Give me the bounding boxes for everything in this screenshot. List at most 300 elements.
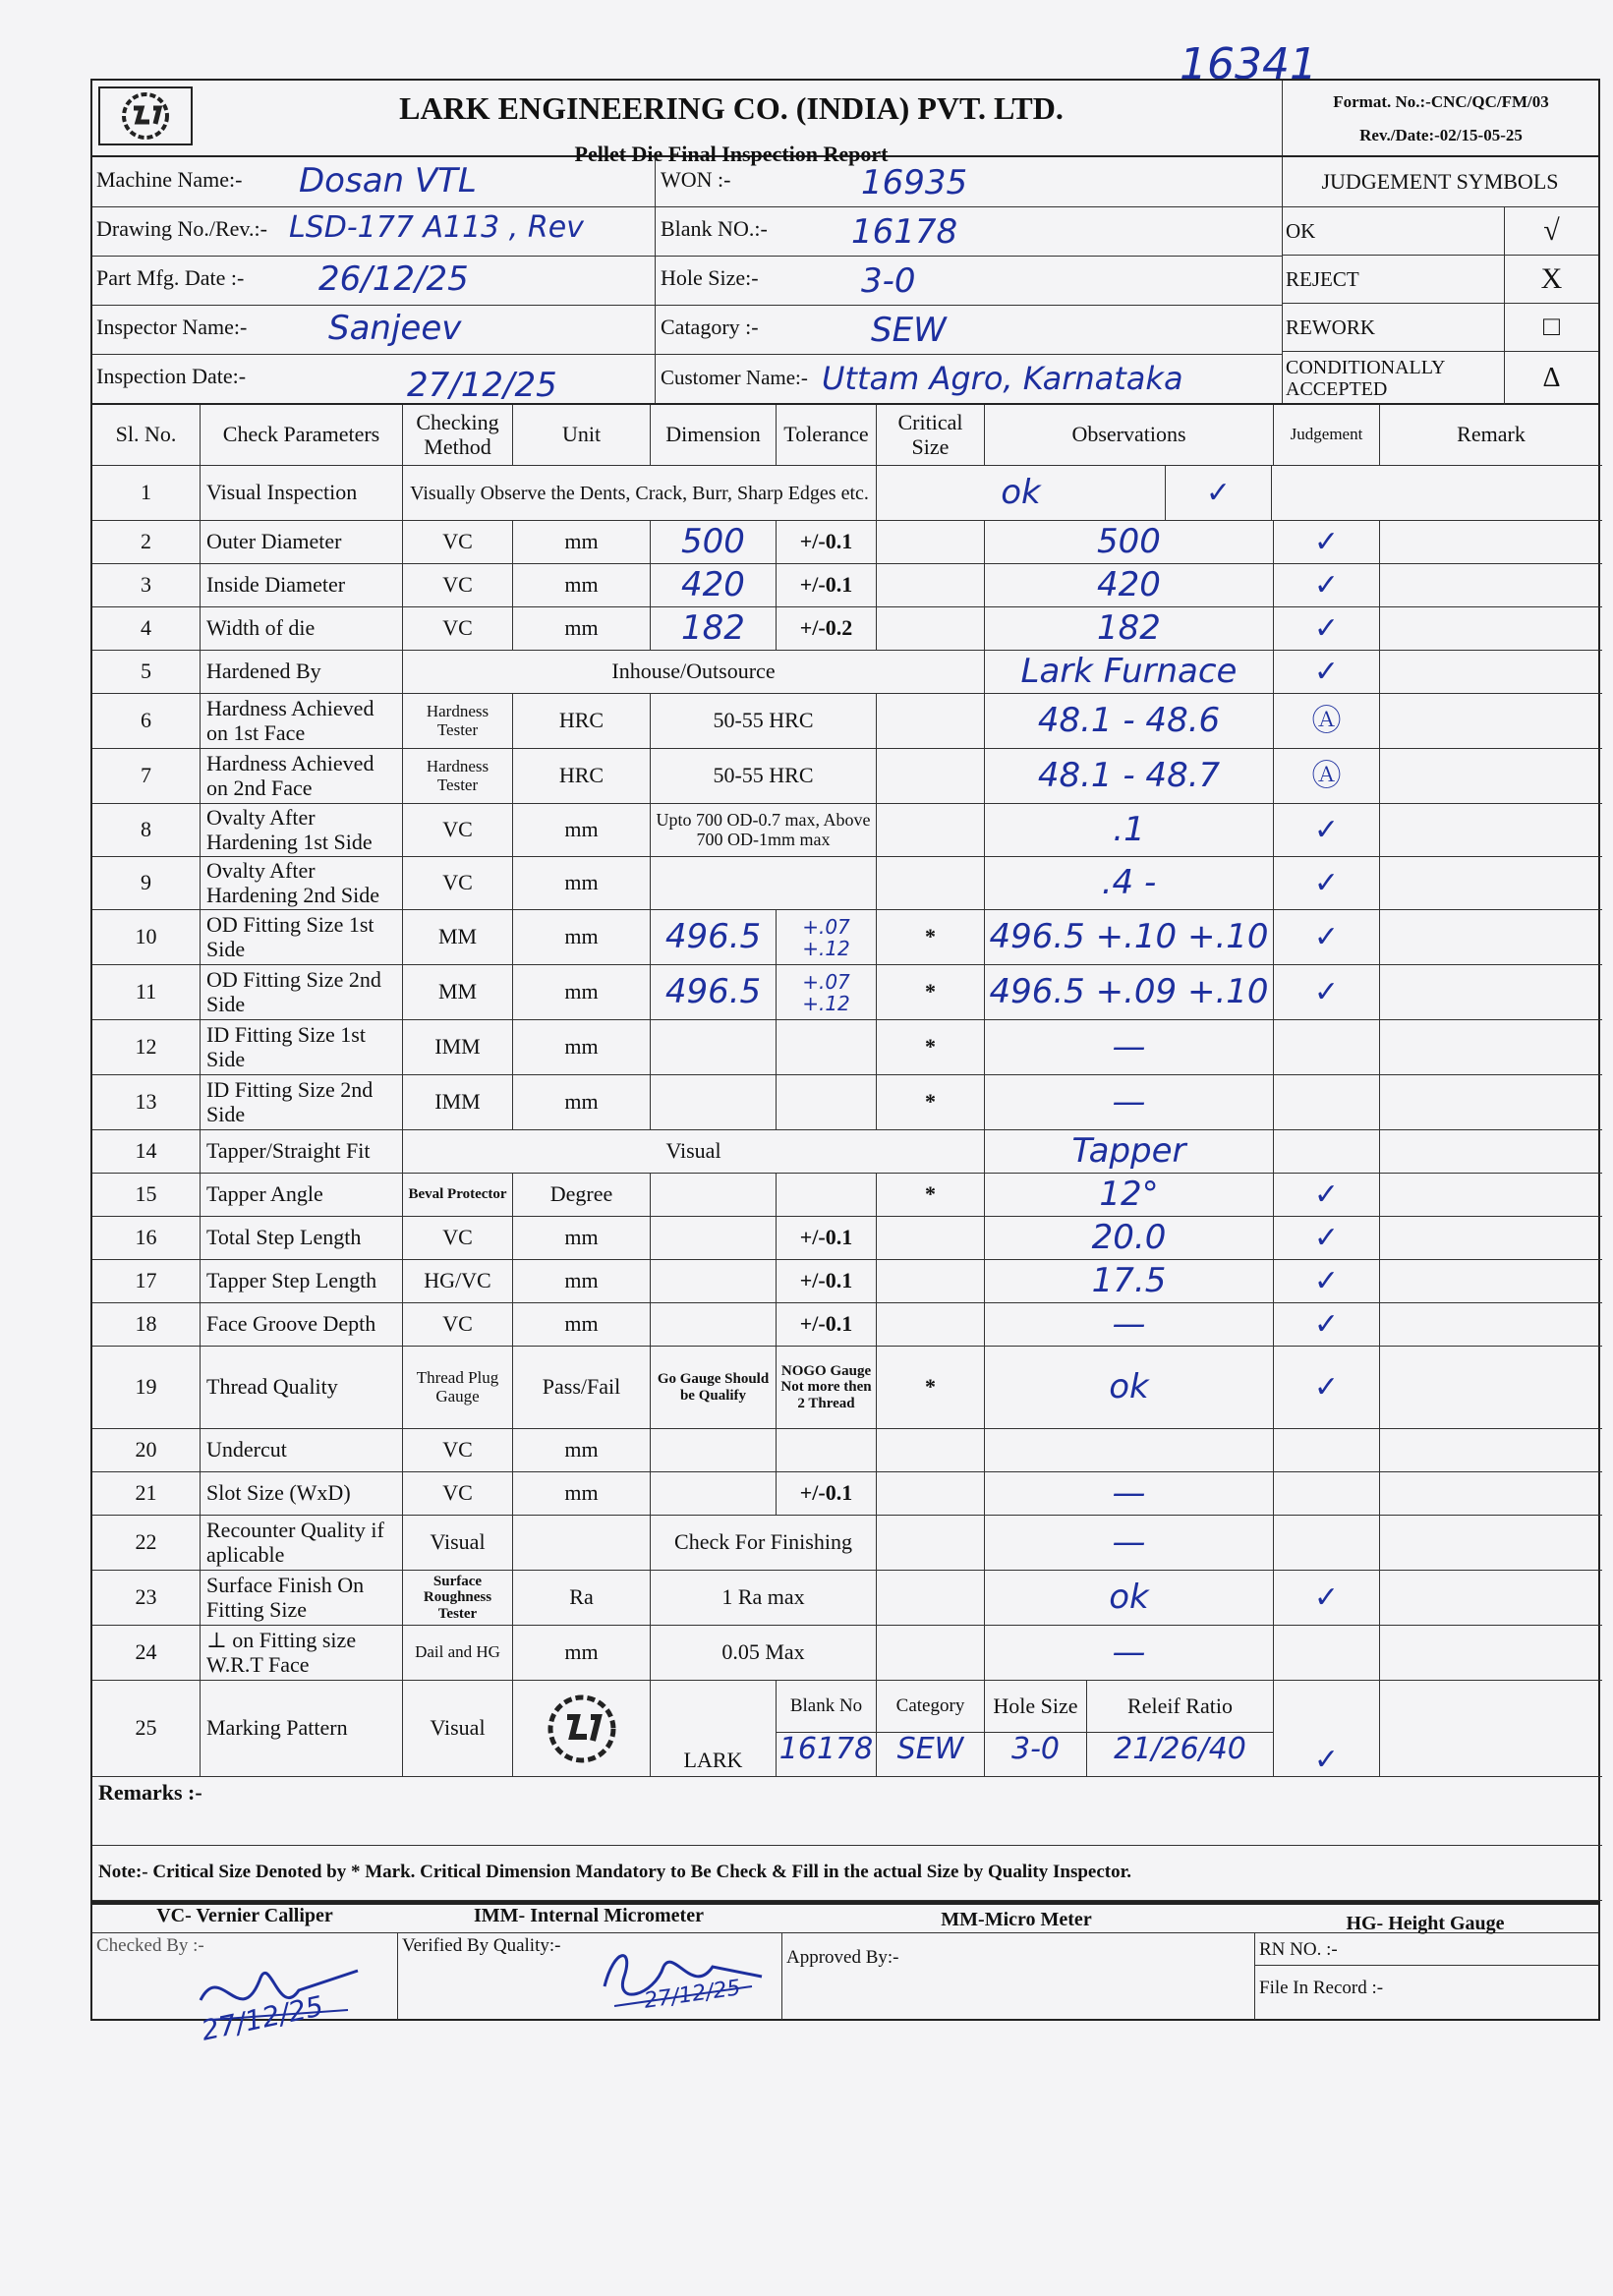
cell-tol: +/-0.1 bbox=[777, 564, 877, 606]
cell-remark bbox=[1380, 1174, 1602, 1216]
cell-dim: 1 Ra max bbox=[651, 1571, 877, 1625]
cell-dim bbox=[651, 1217, 777, 1259]
cell-remark bbox=[1380, 965, 1602, 1019]
cell-sl: 19 bbox=[92, 1347, 201, 1428]
cell-judg: ✓ bbox=[1274, 1217, 1380, 1259]
category-value: SEW bbox=[871, 311, 947, 350]
info-middle bbox=[655, 157, 1283, 403]
cell-judg: ✓ bbox=[1274, 1347, 1380, 1428]
drawing-row bbox=[92, 206, 655, 257]
marking-releif-label: Releif Ratio bbox=[1127, 1693, 1233, 1718]
cell-obs: — bbox=[985, 1516, 1274, 1570]
judgement-symbols-title: JUDGEMENT SYMBOLS bbox=[1282, 157, 1598, 207]
won-value: 16935 bbox=[861, 163, 968, 202]
cell-obs: — bbox=[985, 1020, 1274, 1074]
cell-unit: mm bbox=[513, 857, 651, 909]
hole-label: Hole Size:- bbox=[661, 265, 759, 290]
cell-crit bbox=[877, 694, 985, 748]
cell-judg: ✓ bbox=[1274, 857, 1380, 909]
cell-param: Ovalty After Hardening 2nd Side bbox=[201, 857, 403, 909]
cell-obs: .1 bbox=[985, 804, 1274, 856]
report-title: Pellet Die Final Inspection Report bbox=[574, 142, 889, 166]
inspector-label: Inspector Name:- bbox=[96, 315, 248, 339]
cell-dim: Check For Finishing bbox=[651, 1516, 877, 1570]
cell-remark bbox=[1380, 910, 1602, 964]
cell-method: Surface Roughness Tester bbox=[403, 1571, 513, 1625]
cell-sl: 5 bbox=[92, 651, 201, 693]
cell-tol bbox=[777, 1429, 877, 1471]
cell-obs: 496.5 +.09 +.10 bbox=[985, 965, 1274, 1019]
cell-sl: 1 bbox=[92, 466, 201, 520]
company-name: LARK ENGINEERING CO. (INDIA) PVT. LTD. bbox=[399, 90, 1064, 126]
table-row bbox=[92, 1130, 1602, 1174]
cell-method: IMM bbox=[403, 1020, 513, 1074]
cell-dim bbox=[651, 1472, 777, 1515]
cell-param: Tapper Angle bbox=[201, 1174, 403, 1216]
cell-dim: 496.5 bbox=[651, 910, 777, 964]
cell-method: VC bbox=[403, 607, 513, 650]
cell-method: Inhouse/Outsource bbox=[403, 651, 985, 693]
cell-obs: 20.0 bbox=[985, 1217, 1274, 1259]
cell-param: Recounter Quality if aplicable bbox=[201, 1516, 403, 1570]
sign-row bbox=[92, 1933, 1598, 2047]
col-critical: Critical Size bbox=[877, 405, 985, 465]
cell-param: Hardness Achieved on 2nd Face bbox=[201, 749, 403, 803]
legend-imm: IMM- Internal Micrometer bbox=[474, 1905, 704, 1926]
cell-obs: ok bbox=[985, 1571, 1274, 1625]
cell-tol bbox=[777, 1020, 877, 1074]
cell-crit bbox=[877, 857, 985, 909]
inspection-date-label: Inspection Date:- bbox=[96, 364, 247, 388]
cell-sl: 18 bbox=[92, 1303, 201, 1346]
cell-param: Slot Size (WxD) bbox=[201, 1472, 403, 1515]
verified-by-label: Verified By Quality:- bbox=[402, 1935, 561, 1956]
table-row bbox=[92, 1075, 1602, 1130]
ok-symbol-icon: √ bbox=[1543, 214, 1560, 247]
cell-crit bbox=[877, 1516, 985, 1570]
inspection-date-row bbox=[92, 354, 655, 403]
cell-remark bbox=[1380, 1472, 1602, 1515]
checked-date: 27/12/25 bbox=[198, 1989, 326, 2047]
table-row bbox=[92, 651, 1602, 694]
cell-param: ID Fitting Size 1st Side bbox=[201, 1020, 403, 1074]
table-row bbox=[92, 694, 1602, 749]
cell-method: Visual bbox=[403, 1516, 513, 1570]
cell-dim bbox=[651, 857, 877, 909]
cell-method: VC bbox=[403, 857, 513, 909]
cell-crit bbox=[877, 521, 985, 563]
cell-obs: 17.5 bbox=[985, 1260, 1274, 1302]
cell-crit: * bbox=[877, 1020, 985, 1074]
cell-tol: +/-0.1 bbox=[777, 521, 877, 563]
cell-obs: — bbox=[985, 1626, 1274, 1680]
cell-judg bbox=[1274, 1429, 1380, 1471]
cell-remark bbox=[1380, 1130, 1602, 1173]
machine-row bbox=[92, 157, 655, 207]
cell-unit: mm bbox=[513, 965, 651, 1019]
cell-unit: mm bbox=[513, 1020, 651, 1074]
cell-dim bbox=[651, 1075, 777, 1129]
remarks-label: Remarks :- bbox=[98, 1780, 202, 1805]
cell-sl: 2 bbox=[92, 521, 201, 563]
table-row bbox=[92, 564, 1602, 607]
cell-judg bbox=[1274, 1516, 1380, 1570]
cell-dim bbox=[651, 1429, 777, 1471]
cell-obs: — bbox=[985, 1303, 1274, 1346]
legend-vc: VC- Vernier Calliper bbox=[156, 1905, 333, 1926]
cell-judg bbox=[1274, 1626, 1380, 1680]
cell-judg: ✓ bbox=[1274, 1174, 1380, 1216]
cell-param: OD Fitting Size 1st Side bbox=[201, 910, 403, 964]
table-body bbox=[92, 466, 1598, 1681]
cell-sl: 10 bbox=[92, 910, 201, 964]
cell-judg bbox=[1274, 1472, 1380, 1515]
cell-dim: 420 bbox=[651, 564, 777, 606]
format-no: Format. No.:-CNC/QC/FM/03 bbox=[1333, 92, 1549, 111]
cell-method: MM bbox=[403, 910, 513, 964]
cell-param: Hardened By bbox=[201, 651, 403, 693]
cell-crit bbox=[877, 564, 985, 606]
cell-dim: Go Gauge Should be Qualify bbox=[651, 1347, 777, 1428]
category-label: Catagory :- bbox=[661, 315, 759, 339]
cell-crit bbox=[877, 1626, 985, 1680]
cell-dim: 182 bbox=[651, 607, 777, 650]
cell-method: IMM bbox=[403, 1075, 513, 1129]
cell-method: VC bbox=[403, 521, 513, 563]
marking-category-label: Category bbox=[895, 1694, 965, 1716]
cell-method: MM bbox=[403, 965, 513, 1019]
cell-tol bbox=[777, 1075, 877, 1129]
cell-sl: 3 bbox=[92, 564, 201, 606]
col-param: Check Parameters bbox=[201, 405, 403, 465]
cell-obs: ok bbox=[877, 466, 1166, 520]
cell-unit: Ra bbox=[513, 1571, 651, 1625]
inspector-value: Sanjeev bbox=[328, 309, 462, 348]
cell-unit: mm bbox=[513, 910, 651, 964]
cell-method: VC bbox=[403, 1429, 513, 1471]
marking-sl: 25 bbox=[92, 1681, 201, 1776]
part-mfg-value: 26/12/25 bbox=[318, 259, 469, 299]
cell-sl: 9 bbox=[92, 857, 201, 909]
legend-row bbox=[92, 1905, 1598, 1933]
cell-dim: 496.5 bbox=[651, 965, 777, 1019]
col-sl: Sl. No. bbox=[92, 405, 201, 465]
cell-sl: 15 bbox=[92, 1174, 201, 1216]
cell-method: VC bbox=[403, 1303, 513, 1346]
cell-param: ID Fitting Size 2nd Side bbox=[201, 1075, 403, 1129]
cell-dim: 500 bbox=[651, 521, 777, 563]
hole-value: 3-0 bbox=[861, 261, 916, 301]
header-block bbox=[90, 79, 1600, 166]
table-row bbox=[92, 1260, 1602, 1303]
cell-method: VC bbox=[403, 804, 513, 856]
cell-sl: 8 bbox=[92, 804, 201, 856]
cell-remark bbox=[1380, 1303, 1602, 1346]
table-row bbox=[92, 910, 1602, 965]
col-tolerance: Tolerance bbox=[777, 405, 877, 465]
cell-param: Width of die bbox=[201, 607, 403, 650]
remarks-row bbox=[92, 1777, 1602, 1846]
cell-tol: +.07 +.12 bbox=[777, 910, 877, 964]
cell-judg: ✓ bbox=[1274, 651, 1380, 693]
cell-judg: ✓ bbox=[1274, 965, 1380, 1019]
company-logo bbox=[98, 86, 193, 145]
cell-sl: 21 bbox=[92, 1472, 201, 1515]
note-row bbox=[92, 1846, 1602, 1901]
cell-dim: 50-55 HRC bbox=[651, 694, 877, 748]
verified-date: 27/12/25 bbox=[642, 1976, 743, 2014]
marking-lark: LARK bbox=[651, 1681, 777, 1776]
cell-method: VC bbox=[403, 564, 513, 606]
marking-blank-value: 16178 bbox=[777, 1732, 876, 1776]
marking-category-value: SEW bbox=[877, 1732, 984, 1776]
marking-releif-value: 21/26/40 bbox=[1087, 1732, 1273, 1776]
table-row bbox=[92, 1174, 1602, 1217]
cell-remark bbox=[1380, 607, 1602, 650]
cell-sl: 20 bbox=[92, 1429, 201, 1471]
cell-sl: 17 bbox=[92, 1260, 201, 1302]
cell-obs: .4 - bbox=[985, 857, 1274, 909]
cell-remark bbox=[1272, 466, 1602, 520]
cell-method: Hardness Tester bbox=[403, 749, 513, 803]
cell-param: Face Groove Depth bbox=[201, 1303, 403, 1346]
drawing-label: Drawing No./Rev.:- bbox=[96, 216, 267, 241]
judgement-symbols bbox=[1282, 157, 1598, 403]
cell-dim bbox=[651, 1303, 777, 1346]
rework-symbol-icon: □ bbox=[1543, 312, 1560, 342]
customer-label: Customer Name:- bbox=[661, 366, 808, 389]
cell-judg: ✓ bbox=[1274, 1571, 1380, 1625]
inspection-table bbox=[90, 405, 1600, 1903]
inspection-sheet bbox=[90, 39, 1600, 2047]
table-row bbox=[92, 965, 1602, 1020]
cell-tol: +/-0.1 bbox=[777, 1472, 877, 1515]
cell-param: Hardness Achieved on 1st Face bbox=[201, 694, 403, 748]
cell-crit: * bbox=[877, 1174, 985, 1216]
cell-unit: Pass/Fail bbox=[513, 1347, 651, 1428]
cell-crit bbox=[877, 1260, 985, 1302]
col-observations: Observations bbox=[985, 405, 1274, 465]
cell-obs: Lark Furnace bbox=[985, 651, 1274, 693]
cell-sl: 24 bbox=[92, 1626, 201, 1680]
table-row bbox=[92, 857, 1602, 910]
cell-remark bbox=[1380, 1075, 1602, 1129]
table-header bbox=[92, 405, 1602, 466]
symbol-ok-label: OK bbox=[1282, 207, 1505, 255]
cell-judg bbox=[1274, 1020, 1380, 1074]
cell-method: Hardness Tester bbox=[403, 694, 513, 748]
blank-label: Blank NO.:- bbox=[661, 216, 768, 241]
cell-crit bbox=[877, 1217, 985, 1259]
cell-judg: Ⓐ bbox=[1274, 749, 1380, 803]
cell-obs: 48.1 - 48.7 bbox=[985, 749, 1274, 803]
cell-dim bbox=[651, 1020, 777, 1074]
cell-unit: mm bbox=[513, 564, 651, 606]
cell-crit: * bbox=[877, 965, 985, 1019]
col-judgement: Judgement bbox=[1274, 405, 1380, 465]
table-row bbox=[92, 749, 1602, 804]
col-method: Checking Method bbox=[403, 405, 513, 465]
cell-param: Undercut bbox=[201, 1429, 403, 1471]
table-row bbox=[92, 1429, 1602, 1472]
cell-obs: 48.1 - 48.6 bbox=[985, 694, 1274, 748]
cell-crit: * bbox=[877, 1075, 985, 1129]
cell-unit: mm bbox=[513, 1626, 651, 1680]
verified-by-signature-icon bbox=[595, 1937, 772, 2026]
table-row bbox=[92, 1020, 1602, 1075]
cell-crit bbox=[877, 607, 985, 650]
conditional-symbol-icon: Δ bbox=[1542, 363, 1561, 393]
cell-unit: HRC bbox=[513, 694, 651, 748]
cell-method: Visual bbox=[403, 1130, 985, 1173]
cell-crit: * bbox=[877, 910, 985, 964]
cell-method: Visually Observe the Dents, Crack, Burr, Sharp Edges etc. bbox=[403, 466, 877, 520]
cell-dim: Upto 700 OD-0.7 max, Above 700 OD-1mm max bbox=[651, 804, 877, 856]
cell-unit: mm bbox=[513, 1472, 651, 1515]
col-unit: Unit bbox=[513, 405, 651, 465]
cell-crit bbox=[877, 749, 985, 803]
info-block bbox=[90, 157, 1600, 405]
cell-param: Surface Finish On Fitting Size bbox=[201, 1571, 403, 1625]
verified-by-cell bbox=[398, 1933, 782, 2020]
cell-crit bbox=[877, 1429, 985, 1471]
cell-judg: ✓ bbox=[1274, 804, 1380, 856]
cell-sl: 4 bbox=[92, 607, 201, 650]
legend-hg: HG- Height Gauge bbox=[1346, 1913, 1505, 1934]
cell-param: Visual Inspection bbox=[201, 466, 403, 520]
record-cell bbox=[1255, 1933, 1598, 2020]
cell-remark bbox=[1380, 521, 1602, 563]
table-row bbox=[92, 466, 1602, 521]
table-row bbox=[92, 1626, 1602, 1681]
table-row bbox=[92, 1472, 1602, 1516]
marking-logo-icon bbox=[513, 1681, 651, 1776]
cell-dim: 50-55 HRC bbox=[651, 749, 877, 803]
cell-sl: 16 bbox=[92, 1217, 201, 1259]
cell-remark bbox=[1380, 749, 1602, 803]
cell-remark bbox=[1380, 1347, 1602, 1428]
cell-unit: mm bbox=[513, 1429, 651, 1471]
drawing-value: LSD-177 A113 , Rev bbox=[289, 210, 584, 245]
cell-judg: ✓ bbox=[1166, 466, 1272, 520]
cell-remark bbox=[1380, 1626, 1602, 1680]
table-row bbox=[92, 521, 1602, 564]
cell-judg: ✓ bbox=[1274, 607, 1380, 650]
customer-value: Uttam Agro, Karnataka bbox=[822, 360, 1183, 397]
checked-by-cell bbox=[92, 1933, 398, 2047]
cell-tol bbox=[777, 1174, 877, 1216]
cell-obs: 12° bbox=[985, 1174, 1274, 1216]
blank-value: 16178 bbox=[851, 212, 958, 252]
cell-sl: 13 bbox=[92, 1075, 201, 1129]
cell-param: Tapper Step Length bbox=[201, 1260, 403, 1302]
cell-method: Dail and HG bbox=[403, 1626, 513, 1680]
cell-method: Thread Plug Gauge bbox=[403, 1347, 513, 1428]
cell-obs: — bbox=[985, 1472, 1274, 1515]
marking-param: Marking Pattern bbox=[201, 1681, 403, 1776]
cell-sl: 14 bbox=[92, 1130, 201, 1173]
col-remark: Remark bbox=[1457, 422, 1526, 447]
cell-dim: 0.05 Max bbox=[651, 1626, 877, 1680]
cell-remark bbox=[1380, 1217, 1602, 1259]
cell-sl: 11 bbox=[92, 965, 201, 1019]
marking-hole-label: Hole Size bbox=[993, 1693, 1078, 1718]
cell-remark bbox=[1380, 694, 1602, 748]
cell-unit: mm bbox=[513, 521, 651, 563]
approved-by-cell bbox=[782, 1933, 1255, 2020]
cell-dim bbox=[651, 1174, 777, 1216]
cell-unit: mm bbox=[513, 1217, 651, 1259]
won-label: WON :- bbox=[661, 167, 731, 192]
format-box bbox=[1282, 81, 1599, 155]
cell-method: VC bbox=[403, 1217, 513, 1259]
cell-obs: — bbox=[985, 1075, 1274, 1129]
approved-by-label: Approved By:- bbox=[786, 1947, 899, 1968]
cell-judg: ✓ bbox=[1274, 564, 1380, 606]
cell-remark bbox=[1380, 651, 1602, 693]
cell-judg bbox=[1274, 1130, 1380, 1173]
cell-tol: NOGO Gauge Not more then 2 Thread bbox=[777, 1347, 877, 1428]
info-left bbox=[92, 157, 656, 403]
cell-judg: ✓ bbox=[1274, 521, 1380, 563]
cell-unit: mm bbox=[513, 1075, 651, 1129]
part-mfg-row bbox=[92, 256, 655, 306]
note-text: Note:- Critical Size Denoted by * Mark. Critical Dimension Mandatory to Be Check & Fill in the actual Size by Quality Inspector. bbox=[98, 1862, 1132, 1883]
cell-sl: 12 bbox=[92, 1020, 201, 1074]
cell-sl: 23 bbox=[92, 1571, 201, 1625]
cell-unit: mm bbox=[513, 804, 651, 856]
table-row bbox=[92, 1347, 1602, 1429]
table-row bbox=[92, 1516, 1602, 1571]
cell-tol: +/-0.2 bbox=[777, 607, 877, 650]
cell-sl: 6 bbox=[92, 694, 201, 748]
machine-name-label: Machine Name:- bbox=[96, 167, 243, 192]
cell-param: Outer Diameter bbox=[201, 521, 403, 563]
rn-no-label: RN NO. :- bbox=[1255, 1933, 1598, 1966]
cell-obs: 420 bbox=[985, 564, 1274, 606]
cell-remark bbox=[1380, 1260, 1602, 1302]
cell-judg bbox=[1274, 1075, 1380, 1129]
cell-dim bbox=[651, 1260, 777, 1302]
cell-judg: ✓ bbox=[1274, 910, 1380, 964]
cell-method: VC bbox=[403, 1472, 513, 1515]
symbol-conditional-label: CONDITIONALLY ACCEPTED bbox=[1282, 352, 1505, 405]
cell-obs: Tapper bbox=[985, 1130, 1274, 1173]
signature-block bbox=[90, 1903, 1600, 2047]
cell-tol: +/-0.1 bbox=[777, 1217, 877, 1259]
checked-by-label: Checked By :- bbox=[96, 1935, 204, 1956]
cell-unit: mm bbox=[513, 1260, 651, 1302]
cell-unit bbox=[513, 1516, 651, 1570]
cell-sl: 22 bbox=[92, 1516, 201, 1570]
cell-param: Total Step Length bbox=[201, 1217, 403, 1259]
reject-symbol-icon: X bbox=[1540, 262, 1563, 295]
cell-crit bbox=[877, 1303, 985, 1346]
cell-unit: mm bbox=[513, 607, 651, 650]
cell-crit: * bbox=[877, 1347, 985, 1428]
cell-remark bbox=[1380, 1429, 1602, 1471]
inspector-row bbox=[92, 305, 655, 355]
cell-tol: +/-0.1 bbox=[777, 1260, 877, 1302]
cell-param: Inside Diameter bbox=[201, 564, 403, 606]
cell-obs bbox=[985, 1429, 1274, 1471]
table-row bbox=[92, 1303, 1602, 1347]
cell-judg: Ⓐ bbox=[1274, 694, 1380, 748]
part-mfg-label: Part Mfg. Date :- bbox=[96, 265, 245, 290]
cell-remark bbox=[1380, 564, 1602, 606]
cell-unit: mm bbox=[513, 1303, 651, 1346]
cell-obs: 496.5 +.10 +.10 bbox=[985, 910, 1274, 964]
